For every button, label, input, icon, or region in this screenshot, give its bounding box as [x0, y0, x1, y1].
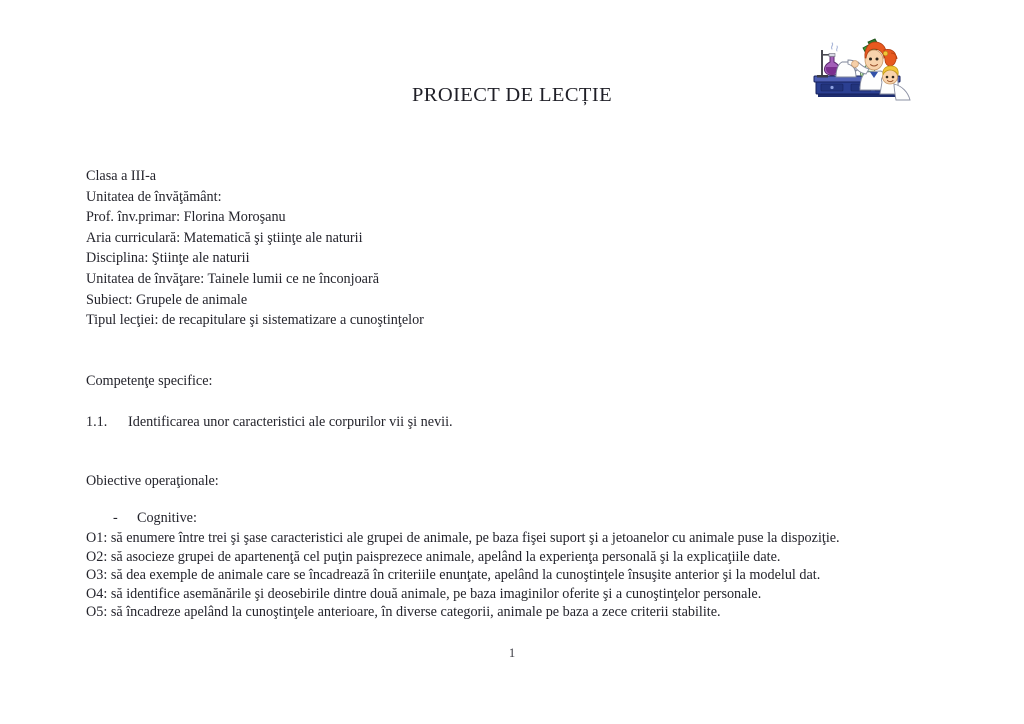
competences-heading-label: Competenţe specifice: — [86, 373, 213, 389]
meta-line-unitate-invatamant: Unitatea de învăţământ: — [86, 188, 222, 205]
meta-line-tipul-lectiei: Tipul lecţiei: de recapitulare şi sistematizare a cunoştinţelor — [86, 312, 424, 329]
competence-number: 1.1. — [86, 414, 108, 430]
objectives-heading — [86, 471, 219, 491]
objectives-list — [86, 529, 840, 622]
objective-item-o3: O3: să dea exemple de animale care se încadrează în criteriile enunţate, apelând la cunoştinţele însuşite anterior şi la modelul dat. — [86, 567, 821, 584]
page-title: PROIECT DE LECȚIE — [411, 84, 613, 106]
meta-line-aria-curriculara: Aria curriculară: Matematică şi ştiinţe ale naturii — [86, 229, 363, 246]
objectives-heading-label: Obiective operaţionale: — [86, 473, 219, 489]
meta-line-disciplina: Disciplina: Ştiinţe ale naturii — [86, 250, 250, 267]
meta-line-clasa: Clasa a III-a — [86, 168, 157, 184]
competences-list — [86, 412, 453, 432]
objectives-subheading-label: Cognitive: — [137, 510, 197, 526]
page-number: 1 — [508, 646, 516, 660]
competence-text: Identificarea unor caracteristici ale corpurilor vii şi nevii. — [128, 414, 453, 430]
objectives-subheading-row — [113, 508, 197, 528]
bullet-dash-icon: - — [113, 510, 118, 526]
objective-item-o4: O4: să identifice asemănările şi deosebirile dintre două animale, pe baza imaginilor oferite şi a cunoştinţelor personale. — [86, 585, 762, 602]
objective-item-o1: O1: să enumere între trei şi şase caracteristici ale grupei de animale, pe baza fişei suport şi a jetoanelor cu animale puse la dispoziţie. — [86, 530, 840, 546]
meta-line-subiect: Subiect: Grupele de animale — [86, 291, 248, 308]
meta-line-unitate-invatare: Unitatea de învăţare: Tainele lumii ce ne înconjoară — [86, 270, 380, 287]
lesson-metadata-block — [86, 166, 424, 331]
objective-item-o5: O5: să încadreze apelând la cunoştinţele anterioare, în diverse categorii, animale pe baza a zece criterii stabilite. — [86, 604, 721, 621]
competences-heading — [86, 371, 212, 391]
objective-item-o2: O2: să asocieze grupei de apartenenţă cel puţin paisprezece animale, apelând la experienţa personală şi la explicaţiile date. — [86, 548, 781, 565]
meta-line-profesor: Prof. înv.primar: Florina Moroşanu — [86, 209, 286, 226]
objectives-subheading — [113, 508, 197, 528]
competence-item — [86, 412, 453, 432]
